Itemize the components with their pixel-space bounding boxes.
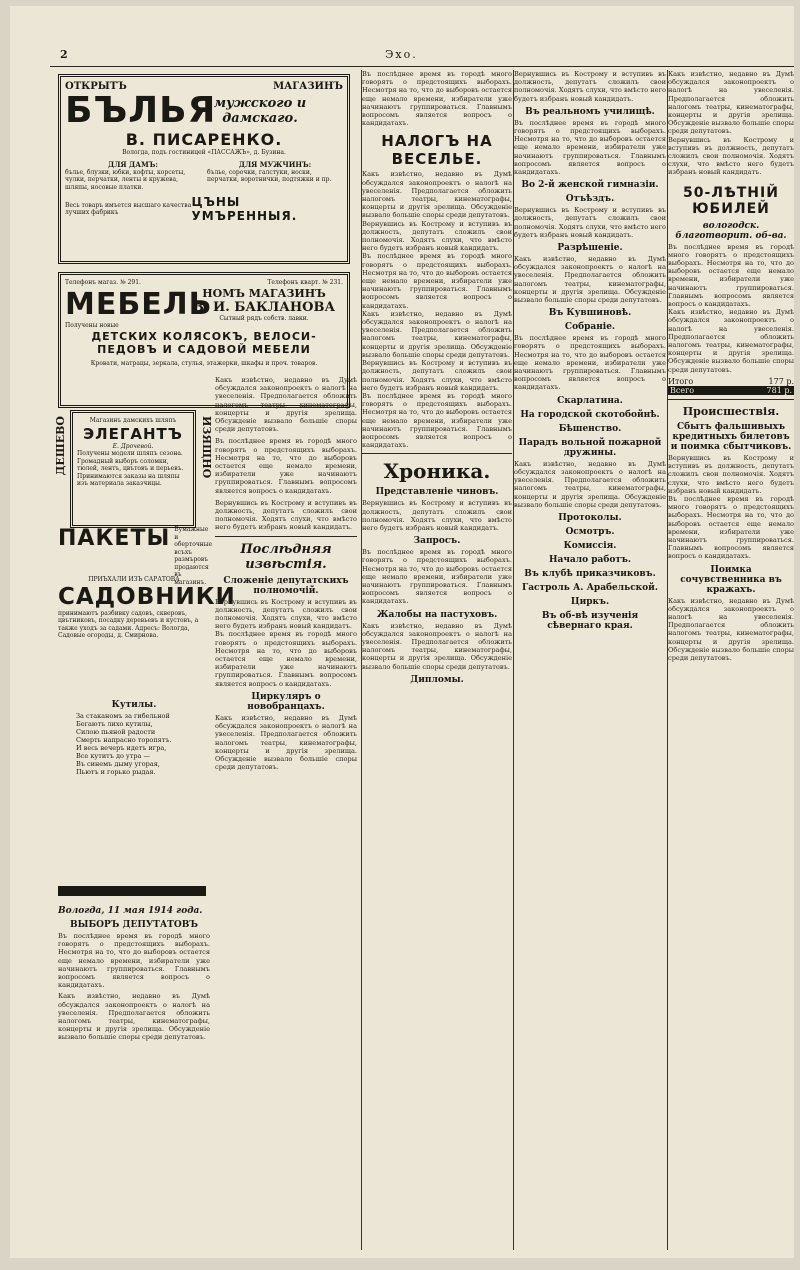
- separator-bar: [58, 886, 206, 896]
- ad-linen-sub: мужского и дамскаго.: [213, 96, 307, 126]
- chronicle-title: Хроника.: [383, 459, 491, 484]
- poem-title: Кутилы.: [111, 700, 157, 710]
- header-rule: [50, 66, 794, 67]
- latest-circular: Циркуляръ о новобранцахъ.: [247, 691, 325, 712]
- ad-linen-ladies-text: бълье, блузки, юбки, кофты, корсеты, чулки, перчатки, ленты и кружева, шляпы, носовые платки.: [65, 168, 186, 191]
- slaughter-title: На городской скотобойнѣ.: [520, 409, 660, 420]
- col3-text-5: Вернувшись въ Кострому и вступивъ въ должность, депутатъ сложилъ свои полномочія. Ходятъ слухи, что вмѣсто него будетъ избранъ новый кандидатъ.: [362, 359, 512, 392]
- ad-furniture-owner: В. И. БАКЛАНОВА: [192, 299, 336, 315]
- inquiry-title: Запросъ.: [413, 536, 461, 547]
- ad-gardeners-caption: ПРИЪХАЛИ ИЗЪ САРАТОВА: [88, 576, 180, 583]
- col3-text-4: Какъ извѣстно, недавно въ Думѣ обсуждался законопроектъ о налогѣ на увеселенія. Предполагается обложить налогомъ театры, кинематографы, концерты и другія зрелища. Обсужденіе вызвало большіе споры среди депутатовъ.: [362, 309, 512, 359]
- ad-elegant-side-right: ИЗЯЩНО: [200, 416, 213, 479]
- ad-elegant-title: Магазинъ дамскихъ шляпъ: [89, 417, 177, 424]
- search-text: Какъ извѣстно, недавно въ Думѣ обсуждался законопроектъ о налогѣ на увеселенія. Предполагается обложить налогомъ театры, кинематографы, концерты и другія зрелища. Обсужденіе вызвало большіе споры среди депутатовъ.: [668, 596, 794, 662]
- ad-packets-title: ПАКЕТЫ: [58, 526, 171, 551]
- anniversary-text-2: Какъ извѣстно, недавно въ Думѣ обсуждался законопроектъ о налогѣ на увеселенія. Предполагается обложить налогомъ театры, кинематографы, концерты и другія зрелища. Обсужденіе вызвало большіе споры среди депутатовъ.: [668, 308, 794, 374]
- table-label-2: Всего: [670, 385, 695, 395]
- anniversary-title: 50-ЛѢТНІЙ ЮБИЛЕЙ: [683, 184, 779, 217]
- col3-intro: Въ послѣднее время въ городѣ много говорятъ о предстоящихъ выборахъ. Несмотря на то, что до выборовъ остается еще немало времени, избиратели уже начинаютъ группироваться. Главнымъ вопросомъ является вопросъ о кандидатахъ.: [362, 70, 512, 128]
- ad-furniture-line3: ПЕДОВЪ И САДОВОЙ МЕБЕЛИ: [97, 342, 311, 356]
- parade-text: Какъ извѣстно, недавно въ Думѣ обсуждался законопроектъ о налогѣ на увеселенія. Предполагается обложить налогомъ театры, кинематографы, концерты и другія зрелища. Обсужденіе вызвало большіе споры среди депутатовъ.: [514, 459, 666, 509]
- ad-elegant-text: Получены модели шляпъ сезона. Громадный выборъ соломки, тюлей, лентъ, цвътовъ и перьевъ. Принимаются заказы на шляпы изъ материала заказчицы.: [77, 450, 184, 487]
- meeting-text: Въ послѣднее время въ городѣ много говорятъ о предстоящихъ выборахъ. Несмотря на то, что до выборовъ остается еще немало времени, избиратели уже начинаютъ группироваться. Главнымъ вопросомъ является вопросъ о кандидатахъ.: [514, 334, 666, 392]
- ad-elegant-brand: ЭЛЕГАНТЪ: [83, 424, 183, 443]
- gym-title: Во 2-й женской гимназіи.: [521, 180, 659, 191]
- ad-furniture-location: Сытный рядъ собств. лавки.: [219, 314, 309, 322]
- ad-linen-owner: В. ПИСАРЕНКО.: [125, 130, 283, 149]
- col3-text-2: Вернувшись въ Кострому и вступивъ въ должность, депутатъ сложилъ свои полномочія. Ходятъ слухи, что вмѣсто него будетъ избранъ новый кандидатъ.: [362, 219, 512, 253]
- latest-title: Послѣдняя извѣстія.: [240, 541, 332, 572]
- incident-text: Вернувшись въ Кострому и вступивъ въ должность, депутатъ сложилъ свои полномочія. Ходятъ слухи, что вмѣсто него будетъ избранъ новый кандидатъ.: [668, 453, 794, 495]
- ad-linen-note: Весь товаръ имъется высшаго качества лучших фабрикъ: [65, 201, 192, 216]
- search-title: Поимка сочувственника въ кражахъ.: [680, 564, 782, 595]
- chronicle-sub: Представленіе чиновъ.: [375, 487, 499, 498]
- ad-elegant: [70, 410, 196, 528]
- anniversary-sub: вологодск. благотворит. об-ва.: [675, 220, 787, 241]
- column-3: [362, 70, 512, 1250]
- protocols-title: Протоколы.: [558, 512, 622, 523]
- ad-gardeners-title: САДОВНИКИ: [58, 583, 236, 610]
- ad-furniture-phone-right: Телефонъ кварт. № 231.: [267, 279, 343, 286]
- school-text: Въ послѣднее время въ городѣ много говорятъ о предстоящихъ выборахъ. Несмотря на то, что до выборовъ остается еще немало времени, избиратели уже начинаютъ группироваться. Главнымъ вопросомъ является вопросъ о кандидатахъ.: [514, 118, 666, 177]
- dateline-block: [58, 906, 210, 1042]
- poem-line: Смерть напрасно торопятъ.: [76, 736, 172, 744]
- kuvshinovo-title: Въ Кувшиновѣ.: [548, 308, 632, 319]
- diplomas-title: Дипломы.: [410, 674, 464, 685]
- col3-text-3: Въ послѣднее время въ городѣ много говорятъ о предстоящихъ выборахъ. Несмотря на то, что до выборовъ остается еще немало времени, избиратели уже начинаютъ группироваться. Главнымъ вопросомъ является вопросъ о кандидатахъ.: [362, 252, 512, 310]
- ad-furniture-line1: Получены новые: [65, 322, 119, 329]
- poem-line: Въ синемъ дыму угорая,: [76, 760, 160, 768]
- col1-text: Въ послѣднее время въ городѣ много говорятъ о предстоящихъ выборахъ. Несмотря на то, что до выборовъ остается еще немало времени, избиратели уже начинаютъ группироваться. Главнымъ вопросомъ является вопросъ о кандидатахъ.: [58, 932, 210, 990]
- ad-gardeners-text: принимаютъ разбивку садовъ, скверовъ, цвътниковъ, посадку деревьевъ и кустовъ, а также уходъ за садами. Адресъ: Вологда, Садовые огороды, д. Смирнова.: [58, 609, 199, 639]
- parade-title: Парадъ вольной пожарной дружины.: [518, 437, 662, 458]
- poem-line: И весь вечеръ идетъ игра,: [76, 744, 167, 752]
- col5-intro-2: Вернувшись въ Кострому и вступивъ въ должность, депутатъ сложилъ свои полномочія. Ходятъ слухи, что вмѣсто него будетъ избранъ новый кандидатъ.: [668, 135, 794, 177]
- col5-intro: Какъ извѣстно, недавно въ Думѣ обсуждался законопроектъ о налогѣ на увеселенія. Предполагается обложить налогомъ театры, кинематографы, концерты и другія зрелища. Обсужденіе вызвало большіе споры среди депутатовъ.: [668, 70, 794, 136]
- north-title: Въ об-вѣ изученія сѣвернаго края.: [541, 610, 639, 631]
- start-title: Начало работъ.: [549, 554, 631, 565]
- ad-linen-shop: [58, 74, 350, 264]
- latest-circular-text: Какъ извѣстно, недавно въ Думѣ обсуждался законопроектъ о налогѣ на увеселенія. Предполагается обложить налогомъ театры, кинематографы, концерты и другія зрелища. Обсужденіе вызвало большіе споры среди депутатовъ.: [215, 713, 357, 772]
- table-value-1: 177 р.: [768, 376, 794, 386]
- newspaper-page: [10, 6, 794, 1258]
- commission-title: Комиссія.: [563, 540, 617, 551]
- permission-text: Какъ извѣстно, недавно въ Думѣ обсуждался законопроектъ о налогѣ на увеселенія. Предполагается обложить налогомъ театры, кинематографы, концерты и другія зрелища. Обсужденіе вызвало большіе споры среди депутатовъ.: [514, 255, 666, 305]
- poem-lines: [58, 712, 210, 776]
- dateline: Вологда, 11 мая 1914 года.: [58, 906, 203, 916]
- ad-linen-ladies-title: ДЛЯ ДАМЪ:: [108, 159, 158, 169]
- ad-gardeners: [58, 576, 236, 640]
- table-row: [668, 386, 794, 395]
- col1-title: ВЫБОРЪ ДЕПУТАТОВЪ: [70, 920, 198, 930]
- incident-title: Происшествія.: [682, 404, 780, 418]
- poem-line: Бегаютъ лихо кутилы,: [76, 720, 153, 728]
- ad-linen-brand: БЪЛЬЯ: [65, 90, 217, 131]
- ad-packets-text: Бумажные и оберточные всъхъ размъровъ продаются въ магазинъ.: [174, 526, 213, 586]
- ad-linen-address: Вологда, подъ гостиницей «ПАССАЖЪ», д. Бузина.: [122, 149, 286, 156]
- table-row: [668, 377, 794, 386]
- col3-title: НАЛОГЪ НА ВЕСЕЛЬЕ.: [381, 132, 493, 169]
- ad-furniture-footer: Кровати, матрацы, зеркала, стулья, этажерки, шкафы и проч. товаров.: [90, 359, 318, 367]
- column-2: [215, 376, 357, 771]
- column-4: [514, 70, 666, 1250]
- complaints-title: Жалобы на пастуховъ.: [376, 609, 498, 620]
- poem-line: Силою пьяной радости: [76, 728, 156, 736]
- tour-title: Гастроль А. Арабельской.: [521, 582, 658, 593]
- col3-text-6: Въ послѣднее время въ городѣ много говорятъ о предстоящихъ выборахъ. Несмотря на то, что до выборовъ остается еще немало времени, избиратели уже начинаютъ группироваться. Главнымъ вопросомъ является вопросъ о кандидатахъ.: [362, 391, 512, 450]
- ad-linen-line1: ОТКРЫТЪ: [65, 81, 127, 92]
- col2-text-b: Въ послѣднее время въ городѣ много говорятъ о предстоящихъ выборахъ. Несмотря на то, что до выборовъ остается еще немало времени, избиратели уже начинаютъ группироваться. Главнымъ вопросомъ является вопросъ о кандидатахъ.: [215, 437, 357, 495]
- ad-linen-line2: МАГАЗИНЪ: [273, 81, 343, 92]
- ad-elegant-side-left: ДЕШЕВО: [54, 416, 67, 476]
- poem: [58, 696, 210, 776]
- rabies-title: Бѣшенство.: [558, 423, 622, 434]
- latest-text-2: Въ послѣднее время въ городѣ много говорятъ о предстоящихъ выборахъ. Несмотря на то, что до выборовъ остается еще немало времени, избиратели уже начинаютъ группироваться. Главнымъ вопросомъ является вопросъ о кандидатахъ.: [215, 630, 357, 688]
- poem-line: Все кутитъ до утра —: [76, 752, 150, 760]
- ad-linen-prices: ЦЪНЫ УМЪРЕННЫЯ.: [191, 195, 298, 223]
- inquiry-text: Въ послѣднее время въ городѣ много говорятъ о предстоящихъ выборахъ. Несмотря на то, что до выборовъ остается еще немало времени, избиратели уже начинаютъ группироваться. Главнымъ вопросомъ является вопросъ о кандидатахъ.: [362, 548, 512, 606]
- ad-elegant-owner: Е. Дрочевой.: [112, 442, 154, 450]
- permission-title: Разрѣшеніе.: [557, 243, 623, 254]
- table-value-2: 781 р.: [766, 385, 792, 395]
- ad-linen-men-title: ДЛЯ МУЖЧИНЪ:: [238, 159, 312, 169]
- leave-text: Вернувшись въ Кострому и вступивъ въ должность, депутатъ сложилъ свои полномочія. Ходятъ слухи, что вмѣсто него будетъ избранъ новый кандидатъ.: [514, 206, 666, 239]
- col4-intro: Вернувшись въ Кострому и вступивъ въ должность, депутатъ сложилъ свои полномочія. Ходятъ слухи, что вмѣсто него будетъ избранъ новый кандидатъ.: [514, 70, 666, 103]
- incident-sub: Сбытъ фальшивыхъ кредитныхъ билетовъ и поимка сбытчиковъ.: [670, 421, 792, 452]
- ad-furniture-shop: НОМЪ МАГАЗИНЪ: [202, 286, 326, 300]
- complaints-text: Какъ извѣстно, недавно въ Думѣ обсуждался законопроектъ о налогѣ на увеселенія. Предполагается обложить налогомъ театры, кинематографы, концерты и другія зрелища. Обсужденіе вызвало большіе споры среди депутатовъ.: [362, 621, 512, 671]
- ad-linen-men-text: бълье, сорочки, галстуки, носки, перчатки, воротнички, подтяжки и пр.: [207, 168, 332, 183]
- latest-text: Вернувшись въ Кострому и вступивъ въ должность, депутатъ сложилъ свои полномочія. Ходятъ слухи, что вмѣсто него будетъ избранъ новый кандидатъ.: [215, 597, 357, 631]
- chronicle-text: Вернувшись въ Кострому и вступивъ въ должность, депутатъ сложилъ свои полномочія. Ходятъ слухи, что вмѣсто него будетъ избранъ новый кандидатъ.: [362, 499, 512, 532]
- anniversary-text: Въ послѣднее время въ городѣ много говорятъ о предстоящихъ выборахъ. Несмотря на то, что до выборовъ остается еще немало времени, избиратели уже начинаютъ группироваться. Главнымъ вопросомъ является вопросъ о кандидатахъ.: [668, 242, 794, 309]
- table-label-1: Итого: [668, 376, 694, 386]
- meeting-title: Собраніе.: [564, 322, 616, 333]
- col3-text: Какъ извѣстно, недавно въ Думѣ обсуждался законопроектъ о налогѣ на увеселенія. Предполагается обложить налогомъ театры, кинематографы, концерты и другія зрелища. Обсужденіе вызвало большіе споры среди депутатовъ.: [362, 170, 512, 220]
- column-5: [668, 70, 794, 1250]
- poem-line: За стаканомъ за гибельной: [76, 712, 170, 720]
- club-title: Въ клубѣ приказчиковъ.: [524, 568, 656, 579]
- ad-furniture-line2: ДЕТСКИХ КОЛЯСОКЪ, ВЕЛОСИ-: [91, 329, 317, 343]
- masthead-title: Эхо.: [385, 48, 418, 61]
- school-title: Въ реальномъ училищѣ.: [525, 106, 655, 117]
- ad-furniture-phone-left: Телефонъ магаз. № 291.: [65, 279, 141, 286]
- poem-line: Пьютъ и горько рыдая.: [76, 768, 156, 776]
- col2-text-c: Вернувшись въ Кострому и вступивъ въ должность, депутатъ сложилъ свои полномочія. Ходятъ слухи, что вмѣсто него будетъ избранъ новый кандидатъ.: [215, 498, 357, 532]
- latest-subhead: Сложеніе депутатскихъ полномочій.: [223, 575, 349, 596]
- page-number: 2: [60, 48, 68, 61]
- incident-text-2: Въ послѣднее время въ городѣ много говорятъ о предстоящихъ выборахъ. Несмотря на то, что до выборовъ остается еще немало времени, избиратели уже начинаютъ группироваться. Главнымъ вопросомъ является вопросъ о кандидатахъ.: [668, 494, 794, 561]
- circus-title: Циркъ.: [570, 596, 610, 607]
- col1-text-continued: Какъ извѣстно, недавно въ Думѣ обсуждался законопроектъ о налогѣ на увеселенія. Предполагается обложить налогомъ театры, кинематографы, концерты и другія зрелища. Обсужденіе вызвало большіе споры среди депутатовъ.: [58, 992, 210, 1042]
- inspection-title: Осмотръ.: [565, 526, 615, 537]
- leave-title: Отъѣздъ.: [565, 194, 615, 205]
- col2-text-a: Какъ извѣстно, недавно въ Думѣ обсуждался законопроектъ о налогѣ на увеселенія. Предполагается обложить налогомъ театры, кинематографы, концерты и другія зрелища. Обсужденіе вызвало большіе споры среди депутатовъ.: [215, 376, 357, 434]
- ad-furniture-brand: МЕБЕЛЬ: [65, 286, 213, 322]
- scarlet-title: Скарлатина.: [557, 395, 623, 406]
